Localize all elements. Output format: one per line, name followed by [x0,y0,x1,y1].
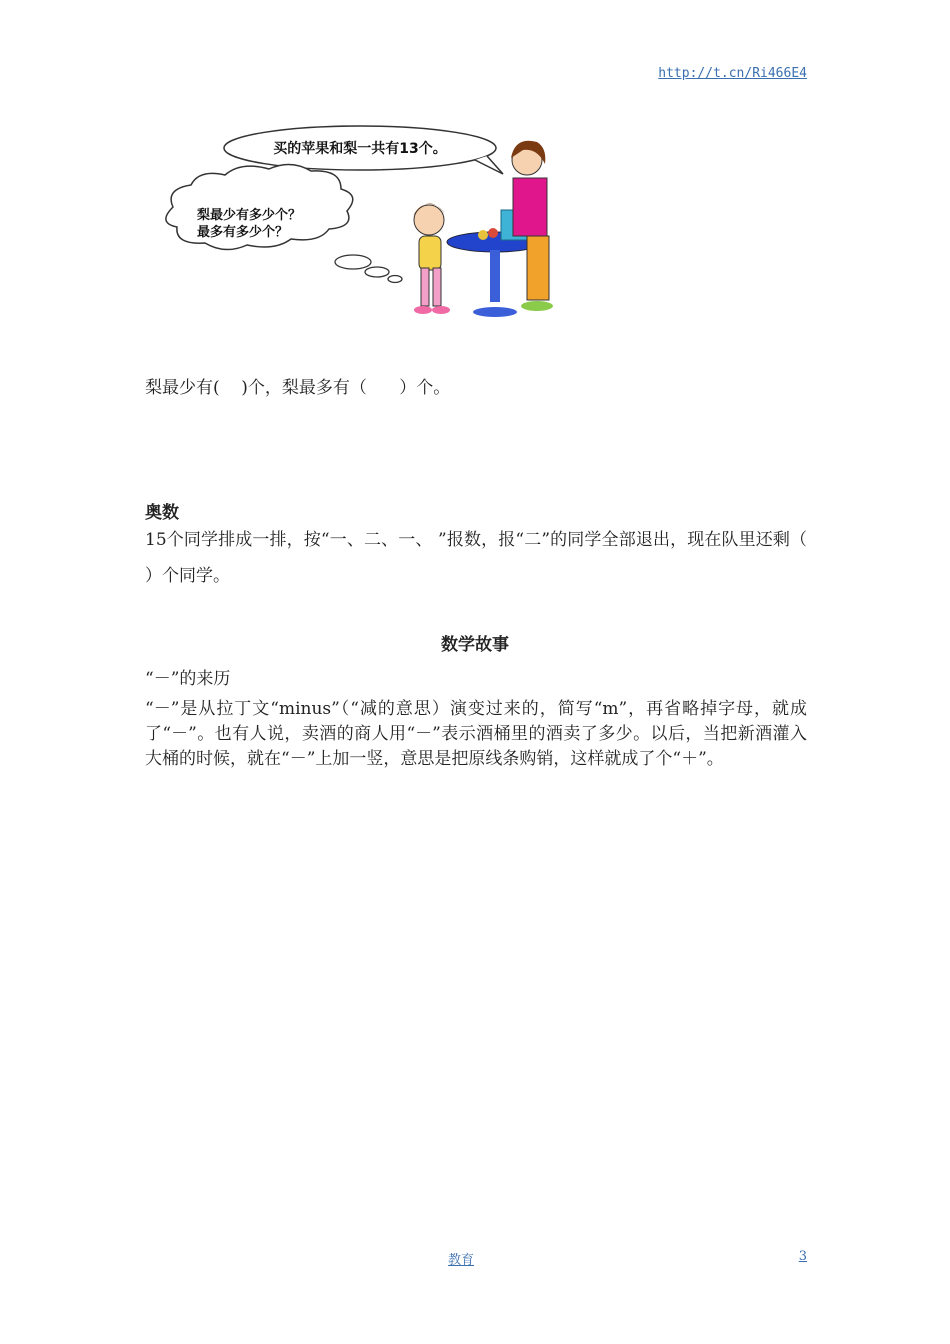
question-pears: 梨最少有( )个，梨最多有（ ）个。 [145,378,451,398]
bubble-left-text-2: 最多有多少个？ [197,225,289,240]
footer-education-link[interactable]: 教育 [447,1253,474,1268]
bubble-left-text-1: 梨最少有多少个？ [197,208,302,223]
aoshu-heading: 奥数 [145,503,179,523]
story-subtitle: “－”的来历 [145,669,231,689]
girl-figure [413,203,450,314]
header-url-link[interactable]: http://t.cn/Ri466E4 [658,66,807,81]
page-number[interactable]: 3 [798,1249,807,1264]
aoshu-problem: 15个同学排成一排，按“一、二、一、 ”报数，报“二”的同学全部退出，现在队里还剩（ ）个同学。 [145,530,807,586]
story-illustration [145,122,555,324]
mother-figure [511,141,553,311]
bubble-top-text: 买的苹果和梨一共有13个。 [273,141,447,157]
story-text: “－”是从拉丁文“minus”（“减的意思）演变过来的，简写“m”，再省略掉字母，就成了“－”。也有人说，卖酒的商人用“－”表示酒桶里的酒卖了多少。以后，当把新酒灌入大桶的时候，就在“－”上加一竖，意思是把原线条购销，这样就成了个“＋”。 [145,699,807,769]
story-title: 数学故事 [441,635,509,655]
